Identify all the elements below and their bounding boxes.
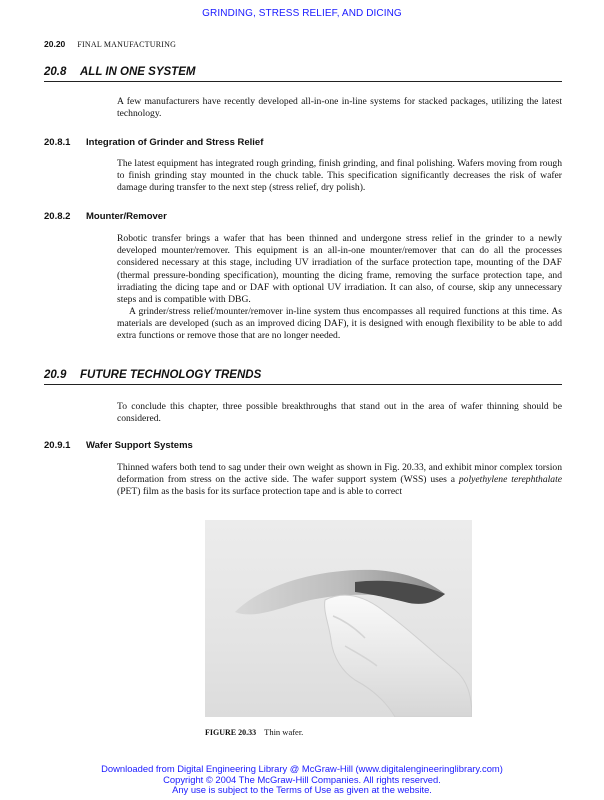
thin-wafer-photo — [205, 520, 472, 717]
footer — [0, 764, 604, 796]
subsection-number: 20.9.1 — [44, 440, 71, 451]
footer-copyright: Copyright © 2004 The McGraw-Hill Companies. All rights reserved. — [163, 773, 441, 785]
chapter-banner: GRINDING, STRESS RELIEF, AND DICING — [202, 8, 402, 19]
section-number: 20.8 — [44, 66, 67, 78]
section-title: ALL IN ONE SYSTEM — [80, 66, 196, 78]
gloved-hand — [325, 595, 472, 717]
thin-wafer-illustration — [205, 520, 472, 717]
section-heading-20-8 — [44, 66, 562, 82]
subsection-20-9-1-body — [117, 462, 562, 499]
figure-caption — [205, 727, 303, 737]
section-20-8-intro: A few manufacturers have recently developed all-in-one in-line systems for stacked packages, utilizing the latest technology. — [117, 96, 562, 120]
section-heading-20-9 — [44, 369, 562, 385]
section-number: 20.9 — [44, 369, 67, 381]
section-title: FUTURE TECHNOLOGY TRENDS — [80, 369, 262, 381]
section-20-9-intro: To conclude this chapter, three possible breakthroughs that stand out in the area of wafer thinning should be considered. — [117, 401, 562, 425]
subsection-heading-20-8-1 — [44, 137, 263, 148]
subsection-20-8-1-body: The latest equipment has integrated rough grinding, finish grinding, and final polishing. Wafers moving from rough to finish grinding stay mounted in the chuck table. This specification significantly decreases the risk of wafer damage during transfer to the next step (stress relief, dry polish). — [117, 158, 562, 194]
subsection-heading-20-9-1 — [44, 440, 193, 451]
body-text: Thinned wafers both tend to sag under their own weight as shown in Fig. 20.33, and exhibit minor complex torsion deformation from stress on the active side. The wafer support system (WSS) uses a — [117, 462, 562, 486]
footer-terms-link[interactable]: Any use is subject to the Terms of Use as given at the website. — [172, 784, 432, 796]
subsection-20-8-2-body-1: Robotic transfer brings a wafer that has been thinned and undergone stress relief in the grinder to a newly developed mounter/remover. This equipment is an all-in-one mounter/remover that can do all the processes considered necessary at this stage, including UV irradiation of the surface protection tape, mounting of the DAF (thermal pressure-bonding specification), mounting the dicing frame, removing the surface protection tape, and irradiating the dicing tape and or DAF with optional UV irradiation. It can also, of course, skip any unnecessary steps and is compatible with DBG. — [117, 233, 562, 306]
subsection-title: Integration of Grinder and Stress Relief — [86, 137, 264, 148]
body-italic-term: polyethylene terephthalate — [458, 474, 563, 486]
figure-caption-text: Thin wafer. — [264, 727, 304, 737]
subsection-heading-20-8-2 — [44, 211, 167, 222]
subsection-title: Mounter/Remover — [86, 211, 167, 222]
running-head-title: FINAL MANUFACTURING — [77, 40, 177, 49]
figure-label: FIGURE 20.33 — [205, 728, 257, 737]
subsection-number: 20.8.1 — [44, 137, 71, 148]
subsection-title: Wafer Support Systems — [86, 440, 193, 451]
footer-download-link[interactable]: Downloaded from Digital Engineering Library @ McGraw-Hill (www.digitalengineeringlibrary.com) — [101, 763, 503, 774]
running-head — [44, 39, 176, 49]
subsection-20-8-2-body-2: A grinder/stress relief/mounter/remover in-line system thus encompasses all required functions at this time. As materials are developed (such as an improved dicing DAF), it is designed with enough flexibility to be able to add extra functions or remove those that are no longer needed. — [117, 306, 562, 342]
page-number: 20.20 — [44, 39, 66, 49]
wafer-dark-edge — [355, 581, 445, 604]
subsection-number: 20.8.2 — [44, 211, 71, 222]
body-text: (PET) film as the basis for its surface protection tape and is able to correct — [117, 486, 403, 498]
